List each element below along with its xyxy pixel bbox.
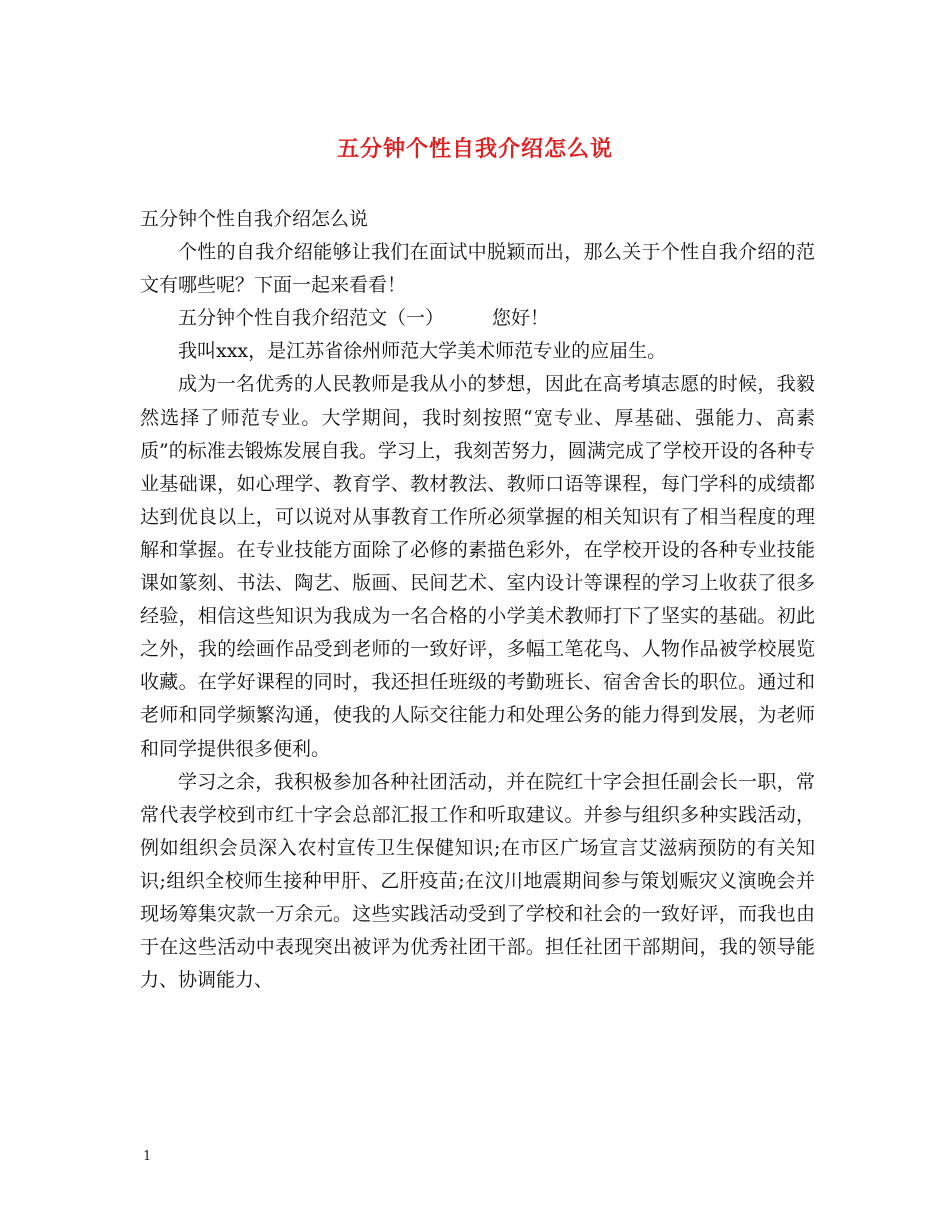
document-body (140, 203, 815, 997)
document-title: 五分钟个性自我介绍怎么说 (336, 136, 613, 162)
subtitle-line: 五分钟个性自我介绍怎么说 (140, 208, 369, 230)
paragraph-intro: 个性的自我介绍能够让我们在面试中脱颖而出，那么关于个性自我介绍的范文有哪些呢？下面一起来看看！ (140, 241, 815, 297)
paragraph-1: 我叫xxx，是江苏省徐州师范大学美术师范专业的应届生。 (178, 340, 667, 363)
sample-heading-line (140, 302, 815, 335)
sample-heading: 五分钟个性自我介绍范文（一） (178, 307, 445, 330)
greeting: 您好！ (492, 307, 550, 330)
paragraph-3: 学习之余，我积极参加各种社团活动，并在院红十字会担任副会长一职，常常代表学校到市红十字会总部汇报工作和听取建议。并参与组织多种实践活动，例如组织会员深入农村宣传卫生保健知识;在市区广场宣言艾滋病预防的有关知识;组织全校师生接种甲肝、乙肝疫苗;在汶川地震期间参与策划赈灾义演晚会并现场筹集灾款一万余元。这些实践活动受到了学校和社会的一致好评，而我也由于在这些活动中表现突出被评为优秀社团干部。担任社团干部期间，我的领导能力、协调能力、 (140, 770, 815, 992)
paragraph-2: 成为一名优秀的人民教师是我从小的梦想，因此在高考填志愿的时候，我毅然选择了师范专业。大学期间，我时刻按照“宽专业、厚基础、强能力、高素质”的标准去锻炼发展自我。学习上，我刻苦努力，圆满完成了学校开设的各种专业基础课，如心理学、教育学、教材教法、教师口语等课程，每门学科的成绩都达到优良以上，可以说对从事教育工作所必须掌握的相关知识有了相当程度的理解和掌握。在专业技能方面除了必修的素描色彩外，在学校开设的各种专业技能课如篆刻、书法、陶艺、版画、民间艺术、室内设计等课程的学习上收获了很多经验，相信这些知识为我成为一名合格的小学美术教师打下了坚实的基础。初此之外，我的绘画作品受到老师的一致好评，多幅工笔花鸟、人物作品被学校展览收藏。在学好课程的同时，我还担任班级的考勤班长、宿舍舍长的职位。通过和老师和同学频繁沟通，使我的人际交往能力和处理公务的能力得到发展，为老师和同学提供很多便利。 (140, 373, 815, 760)
page-number: 1 (143, 1149, 152, 1164)
